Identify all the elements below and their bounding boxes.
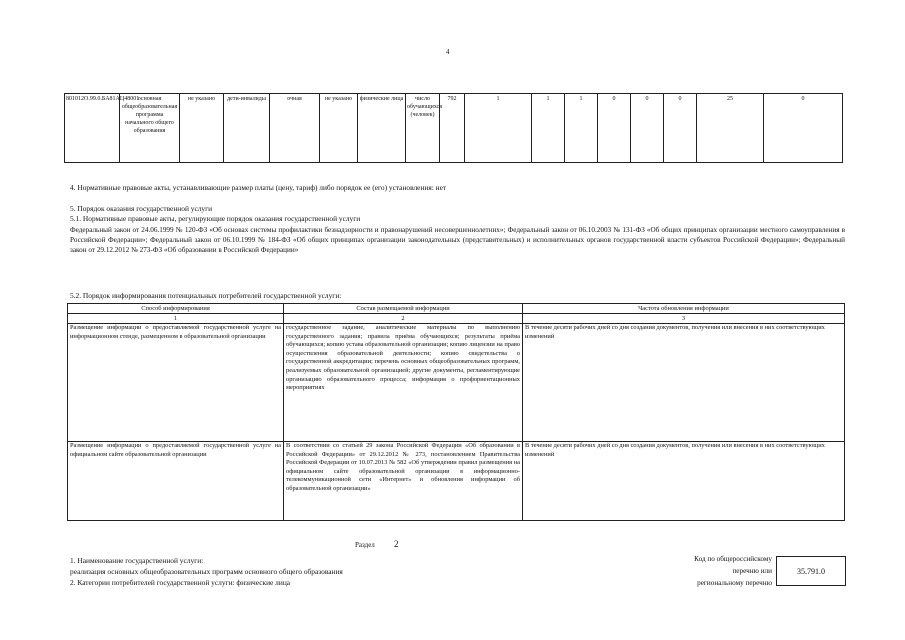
page-number: 4 (446, 48, 450, 56)
column-header: Состав размещаемой информации (284, 304, 523, 314)
registry-code-box: 35.791.0 (776, 556, 846, 586)
table-cell: 1 (465, 94, 532, 163)
section-5-title: 5. Порядок оказания государственной услуги (70, 204, 213, 213)
table-cell: 801012О.99.0.БА81АЦ48001 (65, 94, 120, 163)
informing-table (67, 303, 845, 521)
table-row (68, 442, 845, 521)
code-label-line: Код по общероссийскому (694, 555, 772, 563)
table-cell: 1 (565, 94, 598, 163)
code-label (660, 553, 772, 589)
table-cell: 0 (764, 94, 843, 163)
table-row (68, 324, 845, 442)
column-header: Частота обновления информации (523, 304, 845, 314)
table-cell: число обучающихся (человек) (406, 94, 440, 163)
code-label-line: региональному перечню (697, 579, 772, 587)
service-name-title: 1. Наименование государственной услуги: (70, 556, 204, 565)
section-4-text: 4. Нормативные правовые акты, устанавливающие размер платы (цену, тариф) либо порядок ее (его) установления: нет (70, 183, 447, 192)
table-cell: 0 (664, 94, 697, 163)
service-name-value: реализация основных общеобразовательных программ основного общего образования (70, 567, 343, 576)
section-5-2-title: 5.2. Порядок информирования потенциальных потребителей государственной услуги: (70, 291, 342, 300)
table-cell: дети-инвалиды (224, 94, 270, 163)
section-number: 2 (394, 539, 399, 549)
table-cell: физические лица (358, 94, 406, 163)
table-cell: очная (270, 94, 320, 163)
table-cell: не указано (180, 94, 224, 163)
consumer-category: 2. Категории потребителей государственной услуги: физические лица (70, 578, 291, 587)
service-indicators-row (64, 93, 843, 163)
column-index: 1 (68, 314, 284, 324)
table-cell: 0 (598, 94, 631, 163)
section-label: Раздел (355, 541, 375, 549)
column-index: 3 (523, 314, 845, 324)
table-cell: 792 (440, 94, 465, 163)
table-cell: государственное задание, аналитические материалы по выполнению государственного задания; правила приёма обучающихся; результаты приёма обучающихся; копию устава образовательной организации; копию лицензии на право осуществления образовательной деятельности; копию свидетельства о государственной аккредитации; перечень основных общеобразовательных программ, реализуемых образовательной организацией; другие документы, регламентирующие организацию образовательного процесса; информация о профориентационных мероприятиях (284, 324, 523, 442)
column-index: 2 (284, 314, 523, 324)
table-cell: 25 (697, 94, 764, 163)
code-label-line: перечню или (732, 567, 772, 575)
table-cell: Размещение информации о предоставляемой государственной услуге на информационном стенде, размещенном в образовательной организации (68, 324, 284, 442)
table-row (65, 94, 843, 163)
column-header: Способ информирования (68, 304, 284, 314)
table-cell: не указано (320, 94, 358, 163)
section-5-1-title: 5.1. Нормативные правовые акты, регулирующие порядок оказания государственной услуги (70, 214, 361, 223)
table-cell: Размещение информации о предоставляемой государственной услуге на официальном сайте образовательной организации (68, 442, 284, 521)
table-cell: основная общеобразовательная программа начального общего образования (120, 94, 180, 163)
table-header-row (68, 304, 845, 314)
table-cell: 1 (532, 94, 565, 163)
table-cell: В течение десяти рабочих дней со дня создания документов, получения или внесения в них соответствующих изменений (523, 324, 845, 442)
table-cell: 0 (631, 94, 664, 163)
section-5-1-text: Федеральный закон от 24.06.1999 № 120-ФЗ «Об основах системы профилактики безнадзорности и правонарушений несовершеннолетних»; Федеральный закон от 06.10.2003 № 131-ФЗ «Об общих принципах организации местного самоуправления в Российской Федерации»; Федеральный закон от 06.10.1999 № 184-ФЗ «Об общих принципах организации законодательных (представительных) и исполнительных органов государственной власти субъектов Российской Федерации»; Федеральный закон от 29.12.2012 № 273-ФЗ «Об образовании в Российской Федерации» (70, 226, 845, 254)
table-cell: В соответствии со статьей 29 закона Российской Федерации «Об образовании в Российской Федерации» от 29.12.2012 № 273, постановлением Правительства Российской Федерации от 10.07.2013 № 582 «Об утверждении правил размещения на официальном сайте образовательной организации в информационно-телекоммуникационной сети «Интернет» и обновления информации об образовательной организации» (284, 442, 523, 521)
table-cell: В течение десяти рабочих дней со дня создания документов, получения или внесения в них соответствующих изменений (523, 442, 845, 521)
table-index-row (68, 314, 845, 324)
